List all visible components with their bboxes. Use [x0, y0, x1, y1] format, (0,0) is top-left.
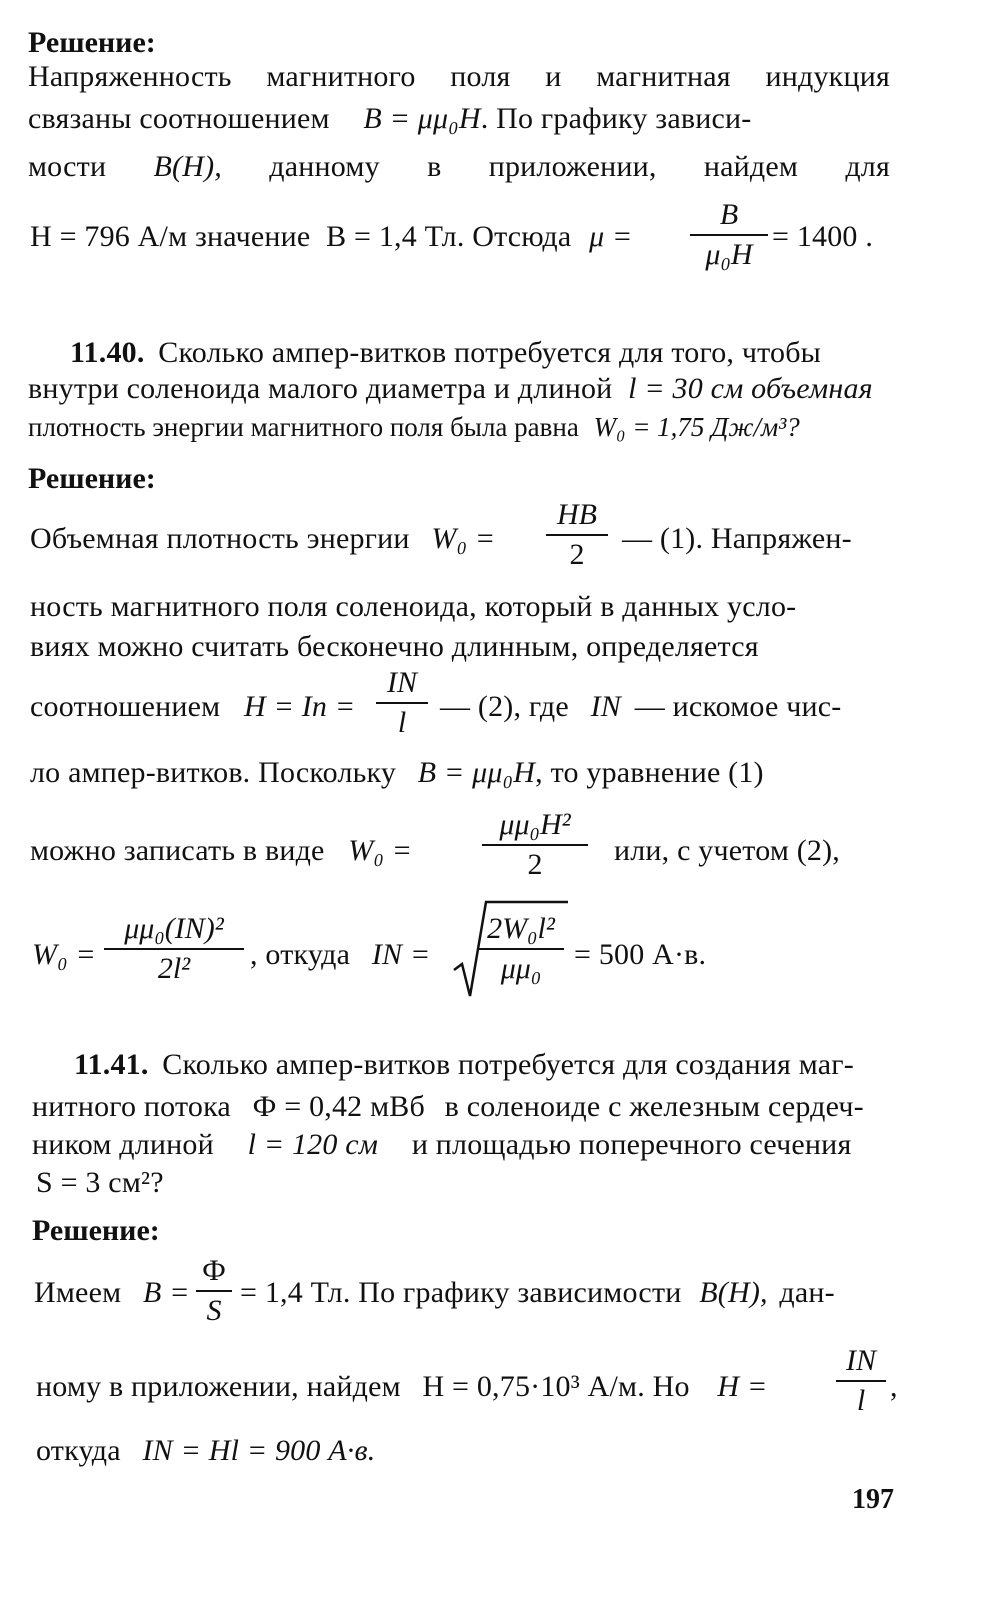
problem-line: 11.40. Сколько ампер-витков потребуется для того, чтобы [70, 336, 822, 369]
page-number: 197 [852, 1484, 894, 1515]
fraction: 2W₀l² μμ₀ [478, 914, 564, 984]
formula-result: = 1400 . [772, 220, 874, 253]
text-line: ность магнитного поля соленоида, который в данных усло- [30, 590, 797, 623]
text-line: , откуда IN = [250, 938, 431, 971]
formula: l = 30 см объемная [628, 372, 873, 405]
formula: IN = Hl = 900 А·в. [142, 1434, 376, 1467]
text-line: H = 796 А/м значение B = 1,4 Тл. Отсюда μ = [30, 220, 633, 253]
solution-heading: Решение: [32, 1214, 160, 1247]
formula: B = μμ₀H [417, 756, 536, 789]
text-line: связаны соотношением B = μμ₀H. По графику зависи- [28, 102, 752, 135]
solution-heading: Решение: [28, 26, 156, 59]
fraction: B μ₀H [690, 200, 768, 270]
text-line: можно записать в виде W₀ = [30, 834, 413, 867]
text-line: или, с учетом (2), [614, 834, 841, 867]
fraction: IN l [376, 668, 428, 738]
fraction: μμ₀(IN)² 2l² [104, 914, 244, 984]
formula: W₀ = [32, 938, 96, 971]
fraction: Ф S [196, 1256, 232, 1326]
formula: Ф = 0,42 мВб [252, 1090, 425, 1123]
text-line: виях можно считать бесконечно длинным, определяется [30, 630, 759, 663]
text-line: Имеем B = [34, 1276, 190, 1309]
fraction: HB 2 [546, 500, 608, 570]
problem-line: внутри соленоида малого диаметра и длиной l = 30 см объемная [28, 372, 873, 405]
formula: B = 1,4 Тл. Отсюда [326, 220, 572, 253]
text-line: — (1). Напряжен- [622, 522, 852, 555]
text-line: = 1,4 Тл. По графику зависимости B(H), дан- [240, 1276, 835, 1309]
text-line: ло ампер-витков. Поскольку B = μμ₀H, то уравнение (1) [30, 756, 764, 789]
text-line: ному в приложении, найдем H = 0,75·10³ А/м. Но H = [36, 1370, 768, 1403]
text-line: , [890, 1370, 898, 1403]
problem-line: S = 3 см²? [36, 1166, 164, 1199]
problem-line: плотность энергии магнитного поля была равна W₀ = 1,75 Дж/м³? [28, 412, 800, 442]
formula-result: = 500 А·в. [574, 938, 707, 971]
text-line: мости B(H), данному в приложении, найдем для [28, 150, 890, 183]
formula: B = μμ₀H [363, 102, 481, 135]
solution-heading: Решение: [28, 462, 156, 495]
formula: B(H), [153, 150, 222, 183]
formula: H = 0,75·10³ А/м. Но [422, 1370, 690, 1403]
formula: l = 120 см [247, 1128, 379, 1161]
problem-line: нитного потока Ф = 0,42 мВб в соленоиде с железным сердеч- [32, 1090, 864, 1123]
text-line: Объемная плотность энергии W₀ = [30, 522, 496, 555]
formula: W₀ = 1,75 Дж/м³? [593, 412, 800, 442]
fraction: μμ₀H² 2 [482, 810, 588, 880]
problem-line: ником длиной l = 120 см и площадью поперечного сечения [32, 1128, 852, 1161]
text-line: — (2), где IN — искомое чис- [440, 690, 842, 723]
problem-number: 11.40. [70, 336, 145, 369]
text-line: соотношением H = In = [30, 690, 356, 723]
fraction: IN l [836, 1346, 886, 1416]
text-line: откуда IN = Hl = 900 А·в. [36, 1434, 376, 1467]
text-line: Напряженность магнитного поля и магнитная индукция [28, 60, 890, 93]
problem-number: 11.41. [74, 1048, 149, 1081]
problem-line: 11.41. Сколько ампер-витков потребуется для создания маг- [74, 1048, 854, 1081]
